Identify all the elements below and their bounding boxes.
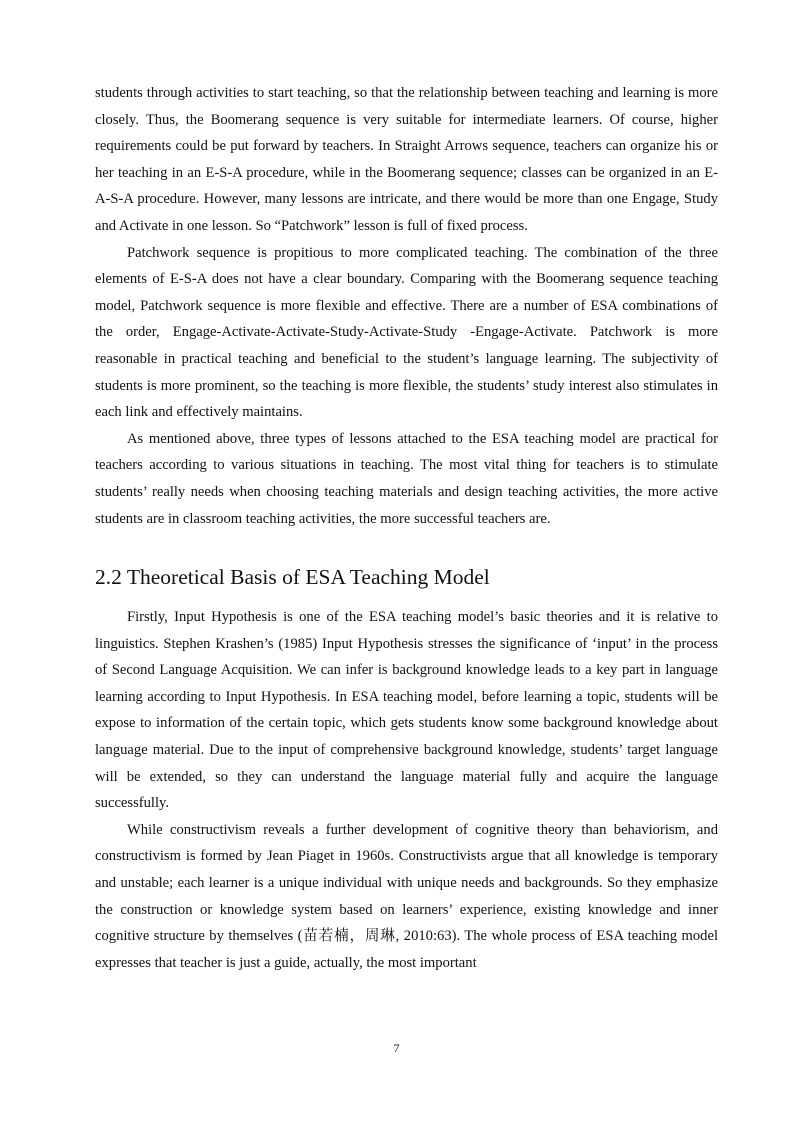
- body-paragraph-2: Patchwork sequence is propitious to more complicated teaching. The combination of the three elements of E-S-A does not have a clear boundary. Comparing with the Boomerang sequence teaching model, Patchwork sequence is more flexible and effective. There are a number of ESA combinations of the order, Engage-Activate-Activate-Study-Activate-Study -Engage-Activate. Patchwork is more reasonable in practical teaching and beneficial to the student’s language learning. The subjectivity of students is more prominent, so the teaching is more flexible, the students’ study interest also stimulates in each link and effectively maintains.: [95, 244, 718, 421]
- section-heading: 2.2 Theoretical Basis of ESA Teaching Model: [95, 565, 490, 590]
- page-number: 7: [393, 1041, 400, 1055]
- body-paragraph-4: Firstly, Input Hypothesis is one of the ESA teaching model’s basic theories and it is relative to linguistics. Stephen Krashen’s (1985) Input Hypothesis stresses the significance of ‘input’ in the process of Second Language Acquisition. We can infer is background knowledge leads to a key part in language learning according to Input Hypothesis. In ESA teaching model, before learning a topic, students will be expose to information of the certain topic, which gets students know some background knowledge about language material. Due to the input of comprehensive background knowledge, students’ target language will be extended, so they can understand the language material fully and acquire the language successfully.: [95, 609, 718, 812]
- document-page: [95, 80, 718, 976]
- body-paragraph-5: While constructivism reveals a further development of cognitive theory than behaviorism, and constructivism is formed by Jean Piaget in 1960s. Constructivists argue that all knowledge is temporary and unstable; each learner is a unique individual with unique needs and backgrounds. So they emphasize the construction or knowledge system based on learners’ experience, existing knowledge and inner cognitive structure by themselves (苗若楠，周琳, 2010:63). The whole process of ESA teaching model expresses that teacher is just a guide, actually, the most important: [95, 821, 718, 971]
- body-paragraph-1: students through activities to start teaching, so that the relationship between teaching and learning is more closely. Thus, the Boomerang sequence is very suitable for intermediate learners. Of course, higher requirements could be put forward by teachers. In Straight Arrows sequence, teachers can organize his or her teaching in an E-S-A procedure, while in the Boomerang sequence; classes can be organized in an E-A-S-A procedure. However, many lessons are intricate, and there would be more than one Engage, Study and Activate in one lesson. So “Patchwork” lesson is full of fixed process.: [95, 85, 718, 234]
- body-paragraph-3: As mentioned above, three types of lessons attached to the ESA teaching model are practical for teachers according to various situations in teaching. The most vital thing for teachers is to stimulate students’ really needs when choosing teaching materials and design teaching activities, the more active students are in classroom teaching activities, the more successful teachers are.: [95, 430, 718, 527]
